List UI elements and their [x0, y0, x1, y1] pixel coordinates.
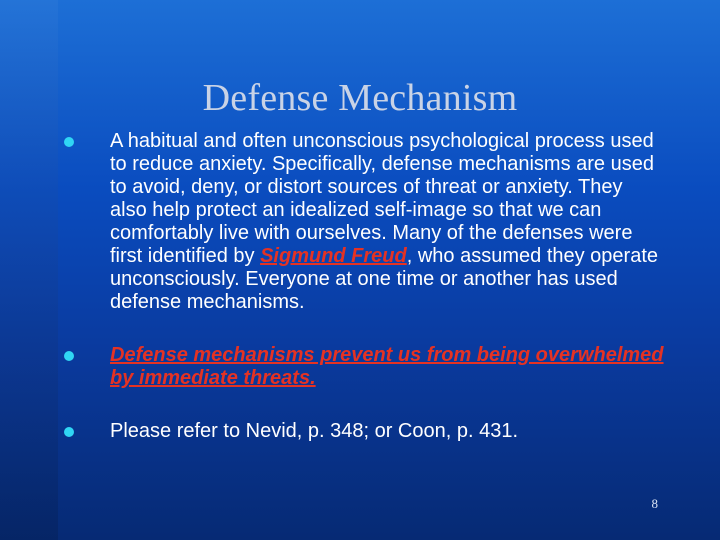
definition-text-after: , who assumed they operate unconsciously. Everyone at one time or another has used defense mechanisms. — [110, 245, 659, 313]
bullet-item-definition — [64, 130, 664, 314]
emphasis-text: Defense mechanisms prevent us from being overwhelmed by immediate threats. — [110, 344, 664, 389]
bullet-list — [64, 130, 664, 443]
bullet-dot-icon — [64, 137, 74, 147]
sigmund-freud-link[interactable]: Sigmund Freud — [260, 245, 407, 267]
page-number: 8 — [651, 496, 658, 511]
bullet-dot-icon — [64, 427, 74, 437]
bullet-item-emphasis — [64, 344, 664, 390]
bullet-item-reference — [64, 420, 664, 443]
bullet-dot-icon — [64, 351, 74, 361]
reference-text: Please refer to Nevid, p. 348; or Coon, p. 431. — [110, 420, 519, 442]
definition-text-before: A habitual and often unconscious psychological process used to reduce anxiety. Specifically, defense mechanisms are used to avoid, deny, or distort sources of threat or anxiety. They also help protect an idealized self-image so that we can comfortably live with ourselves. Many of the defenses were first identified by — [110, 130, 654, 267]
slide-title: Defense Mechanism — [202, 77, 518, 119]
